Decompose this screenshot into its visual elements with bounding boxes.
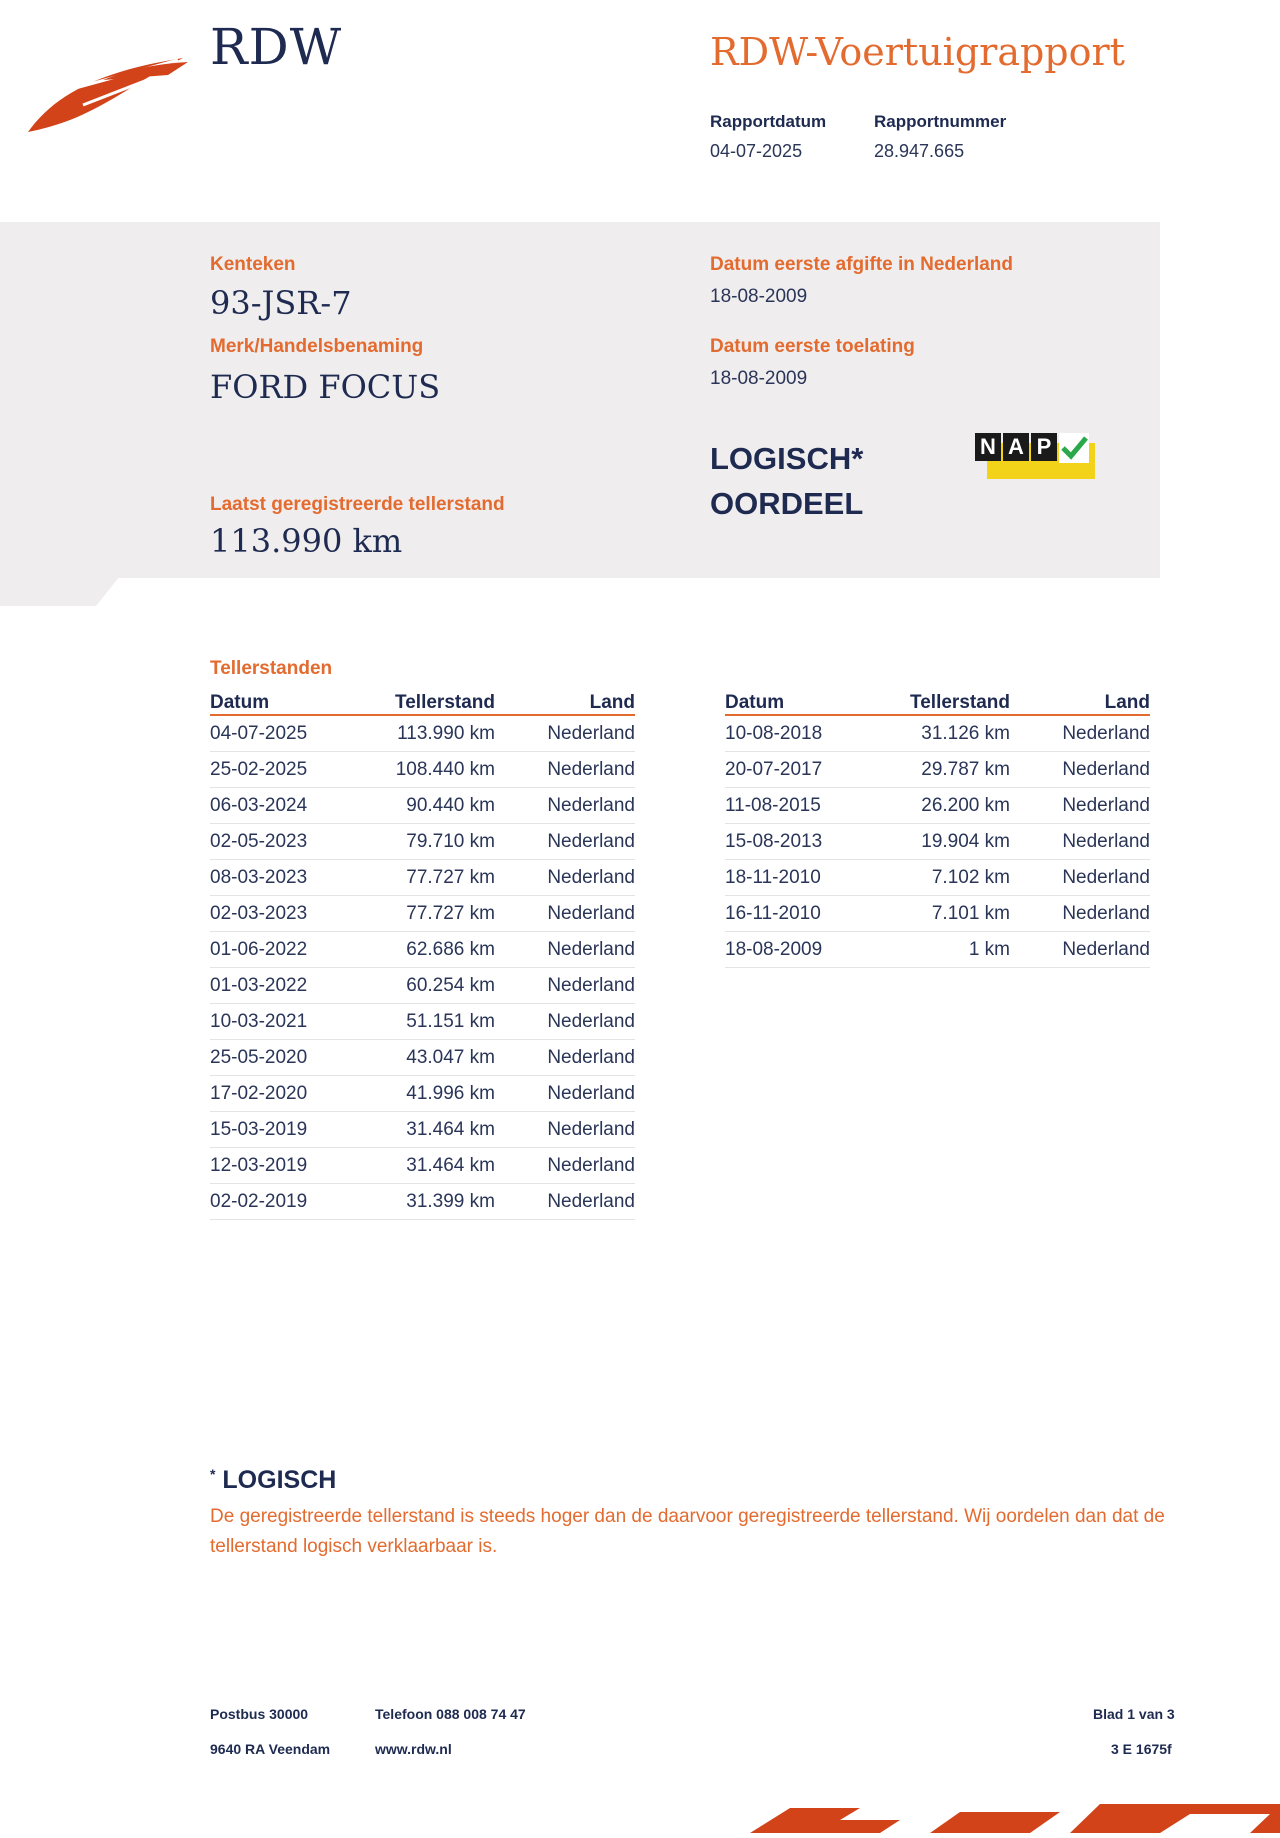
cell-reading: 113.990 km	[370, 715, 495, 752]
table-row	[210, 896, 635, 932]
last-reading-label: Laatst geregistreerde tellerstand	[210, 494, 505, 515]
col-header-date: Datum	[210, 686, 370, 715]
odometer-table-left	[210, 686, 635, 1220]
table-row	[210, 1148, 635, 1184]
cell-date: 12-03-2019	[210, 1148, 370, 1184]
plate-value: 93-JSR-7	[210, 284, 352, 322]
checkmark-icon	[1059, 433, 1089, 463]
cell-country: Nederland	[495, 752, 635, 788]
first-issue-label: Datum eerste afgifte in Nederland	[710, 254, 1014, 275]
cell-date: 18-11-2010	[725, 860, 885, 896]
cell-country: Nederland	[495, 1040, 635, 1076]
table-row	[725, 715, 1150, 752]
first-admission-value: 18-08-2009	[710, 368, 808, 389]
cell-date: 08-03-2023	[210, 860, 370, 896]
cell-reading: 108.440 km	[370, 752, 495, 788]
col-header-country: Land	[495, 686, 635, 715]
cell-date: 02-02-2019	[210, 1184, 370, 1220]
table-row	[210, 824, 635, 860]
cell-country: Nederland	[495, 1076, 635, 1112]
cell-country: Nederland	[495, 968, 635, 1004]
table-row	[210, 752, 635, 788]
cell-date: 06-03-2024	[210, 788, 370, 824]
col-header-reading: Tellerstand	[370, 686, 495, 715]
table-row	[725, 932, 1150, 968]
cell-date: 11-08-2015	[725, 788, 885, 824]
table-row	[210, 932, 635, 968]
nap-letter-p: P	[1031, 433, 1057, 461]
cell-country: Nederland	[1010, 860, 1150, 896]
cell-date: 01-06-2022	[210, 932, 370, 968]
table-row	[725, 824, 1150, 860]
cell-reading: 7.101 km	[885, 896, 1010, 932]
cell-reading: 60.254 km	[370, 968, 495, 1004]
footer-page: Blad 1 van 3	[1093, 1706, 1175, 1722]
cell-date: 04-07-2025	[210, 715, 370, 752]
footnote-star: *	[210, 1466, 216, 1482]
cell-country: Nederland	[495, 860, 635, 896]
nap-letter-a: A	[1003, 433, 1029, 461]
cell-reading: 41.996 km	[370, 1076, 495, 1112]
cell-date: 20-07-2017	[725, 752, 885, 788]
table-row	[210, 860, 635, 896]
cell-country: Nederland	[495, 715, 635, 752]
table-row	[210, 788, 635, 824]
cell-country: Nederland	[1010, 824, 1150, 860]
make-value: FORD FOCUS	[210, 368, 441, 406]
cell-date: 17-02-2020	[210, 1076, 370, 1112]
footnote-title	[210, 1466, 336, 1495]
odometer-title: Tellerstanden	[210, 658, 333, 679]
cell-country: Nederland	[495, 1148, 635, 1184]
table-row	[725, 752, 1150, 788]
report-title: RDW-Voertuigrapport	[710, 30, 1125, 74]
footnote-title-text: LOGISCH	[222, 1466, 337, 1494]
cell-reading: 19.904 km	[885, 824, 1010, 860]
cell-country: Nederland	[495, 1184, 635, 1220]
report-date: 04-07-2025	[710, 141, 803, 161]
cell-reading: 77.727 km	[370, 896, 495, 932]
cell-reading: 90.440 km	[370, 788, 495, 824]
cell-reading: 43.047 km	[370, 1040, 495, 1076]
footer-address: 9640 RA Veendam	[210, 1741, 331, 1757]
cell-date: 25-02-2025	[210, 752, 370, 788]
table-row	[725, 896, 1150, 932]
make-label: Merk/Handelsbenaming	[210, 336, 424, 357]
cell-reading: 62.686 km	[370, 932, 495, 968]
footer-stripe-graphic	[730, 1800, 1280, 1838]
first-admission-label: Datum eerste toelating	[710, 336, 915, 357]
cell-reading: 51.151 km	[370, 1004, 495, 1040]
cell-date: 10-03-2021	[210, 1004, 370, 1040]
report-number: 28.947.665	[874, 141, 965, 161]
cell-date: 25-05-2020	[210, 1040, 370, 1076]
table-row	[210, 1076, 635, 1112]
cell-reading: 7.102 km	[885, 860, 1010, 896]
cell-reading: 1 km	[885, 932, 1010, 968]
cell-reading: 79.710 km	[370, 824, 495, 860]
cell-country: Nederland	[495, 1004, 635, 1040]
nap-logo	[975, 433, 1095, 479]
table-row	[210, 1184, 635, 1220]
table-row	[210, 1112, 635, 1148]
col-header-reading: Tellerstand	[885, 686, 1010, 715]
verdict-line-2: OORDEEL	[710, 486, 864, 521]
col-header-date: Datum	[725, 686, 885, 715]
table-row	[210, 968, 635, 1004]
nap-letter-n: N	[975, 433, 1001, 461]
table-row	[725, 788, 1150, 824]
footer-code: 3 E 1675f	[1111, 1741, 1172, 1757]
cell-date: 15-08-2013	[725, 824, 885, 860]
cell-date: 02-05-2023	[210, 824, 370, 860]
cell-country: Nederland	[495, 896, 635, 932]
footer-postbus: Postbus 30000	[210, 1706, 309, 1722]
verdict	[710, 436, 863, 526]
table-row	[210, 715, 635, 752]
table-row	[210, 1004, 635, 1040]
cell-country: Nederland	[1010, 715, 1150, 752]
cell-date: 02-03-2023	[210, 896, 370, 932]
odometer-table-right	[725, 686, 1150, 968]
report-date-label: Rapportdatum	[710, 112, 827, 131]
rdw-logo	[28, 50, 188, 140]
last-reading-value: 113.990 km	[210, 522, 403, 560]
cell-country: Nederland	[495, 788, 635, 824]
panel-tail	[0, 576, 120, 606]
col-header-country: Land	[1010, 686, 1150, 715]
table-row	[210, 1040, 635, 1076]
footer-web[interactable]: www.rdw.nl	[375, 1741, 452, 1757]
cell-country: Nederland	[495, 932, 635, 968]
cell-reading: 31.464 km	[370, 1148, 495, 1184]
cell-country: Nederland	[1010, 752, 1150, 788]
cell-date: 10-08-2018	[725, 715, 885, 752]
cell-country: Nederland	[495, 824, 635, 860]
cell-date: 18-08-2009	[725, 932, 885, 968]
cell-reading: 29.787 km	[885, 752, 1010, 788]
footer-phone: Telefoon 088 008 74 47	[375, 1706, 526, 1722]
verdict-line-1: LOGISCH*	[710, 441, 864, 476]
cell-reading: 31.464 km	[370, 1112, 495, 1148]
first-issue-value: 18-08-2009	[710, 286, 808, 307]
cell-country: Nederland	[1010, 932, 1150, 968]
cell-reading: 31.126 km	[885, 715, 1010, 752]
cell-country: Nederland	[1010, 896, 1150, 932]
cell-reading: 77.727 km	[370, 860, 495, 896]
cell-country: Nederland	[495, 1112, 635, 1148]
cell-date: 15-03-2019	[210, 1112, 370, 1148]
cell-reading: 26.200 km	[885, 788, 1010, 824]
plate-label: Kenteken	[210, 254, 296, 275]
footnote-text: De geregistreerde tellerstand is steeds hoger dan de daarvoor geregistreerde tellerstand. Wij oordelen dan dat de tellerstand logisch verklaarbaar is.	[210, 1506, 1165, 1557]
brand-name: RDW	[210, 18, 343, 76]
cell-reading: 31.399 km	[370, 1184, 495, 1220]
cell-date: 16-11-2010	[725, 896, 885, 932]
cell-country: Nederland	[1010, 788, 1150, 824]
report-number-label: Rapportnummer	[874, 112, 1007, 131]
cell-date: 01-03-2022	[210, 968, 370, 1004]
table-row	[725, 860, 1150, 896]
